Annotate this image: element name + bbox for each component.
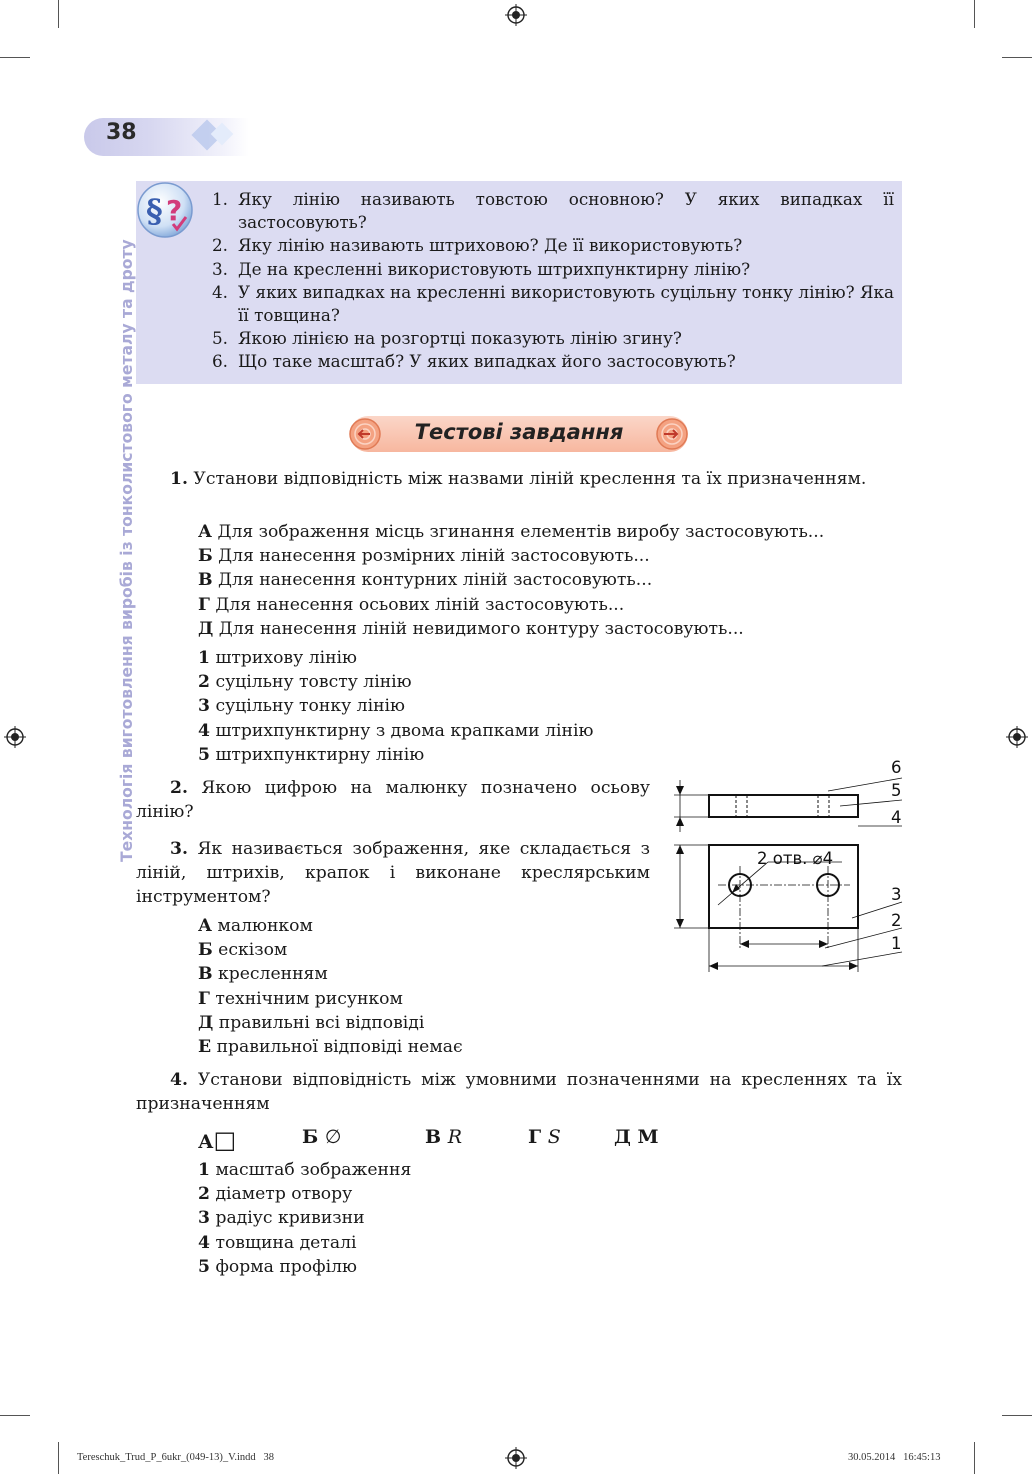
- task-4-text: [136, 1068, 902, 1116]
- answer-number: 4: [198, 1232, 210, 1253]
- item-number: 1.: [212, 189, 229, 209]
- list-item: [198, 544, 824, 568]
- arrowhead: [676, 817, 684, 826]
- list-item: [198, 694, 593, 718]
- item-text: Якою лінією на розгортці показують лінію згину?: [238, 328, 682, 349]
- registration-mark-icon: [505, 4, 527, 26]
- item-text: Яку лінію називають штриховою? Де її використовують?: [238, 235, 743, 256]
- answer-number: 1: [198, 648, 210, 668]
- svg-text:§: §: [146, 192, 163, 230]
- crop-mark: [0, 57, 30, 58]
- option-text: малюнком: [217, 916, 313, 936]
- list-item: [198, 1011, 463, 1035]
- option-letter: А: [198, 522, 212, 542]
- crop-mark: [1002, 57, 1032, 58]
- list-item: [212, 281, 894, 327]
- crop-mark: [974, 0, 975, 28]
- side-title: Технологія виготовлення виробів із тонколистового металу та дроту: [118, 239, 136, 862]
- answer-text: форма профілю: [215, 1256, 357, 1277]
- answer-number: 2: [198, 672, 210, 693]
- list-item: [198, 646, 593, 670]
- task-1-text: [136, 467, 902, 491]
- answer-text: масштаб зображення: [215, 1160, 412, 1180]
- item-number: 3.: [212, 258, 229, 279]
- tests-heading: Тестові завдання: [414, 420, 624, 444]
- crop-mark: [58, 0, 59, 28]
- task-question: Установи відповідність між назвами ліній креслення та їх призначенням.: [193, 469, 867, 489]
- list-item: [198, 987, 463, 1011]
- plate-side-view: [709, 795, 858, 817]
- callout-leader: [822, 952, 902, 966]
- arrowhead: [740, 940, 749, 948]
- option-text: ескізом: [218, 940, 288, 961]
- thickness-symbol: S: [547, 1126, 561, 1148]
- answer-number: 3: [198, 696, 210, 717]
- square-symbol: □: [213, 1126, 237, 1154]
- crop-mark: [974, 1442, 975, 1474]
- list-item: [198, 670, 593, 694]
- option-letter: Б: [198, 546, 213, 567]
- callout-label: 3: [891, 885, 902, 904]
- item-number: 4.: [212, 281, 229, 302]
- task-question: Якою цифрою на малюнку позначено осьову лінію?: [136, 778, 650, 823]
- list-item: [198, 1206, 411, 1230]
- list-item: [198, 1035, 463, 1059]
- arrowhead: [676, 919, 684, 928]
- registration-mark-icon: [505, 1447, 527, 1469]
- task-question: Як називається зображення, яке складається з ліній, штрихів, крапок і виконане креслярським інструментом?: [136, 839, 650, 908]
- svg-text:?: ?: [166, 194, 183, 227]
- task-4-answers: [198, 1158, 411, 1279]
- list-item: [198, 743, 593, 767]
- list-item: [198, 1255, 411, 1279]
- option-text: кресленням: [218, 964, 328, 985]
- item-number: 6.: [212, 351, 229, 372]
- radius-symbol: R: [447, 1126, 462, 1148]
- arrowhead: [709, 962, 718, 970]
- list-item: [198, 1231, 411, 1255]
- crop-mark: [0, 1415, 30, 1416]
- option-letter: Е: [198, 1037, 212, 1058]
- list-item: [198, 1182, 411, 1206]
- answer-number: 3: [198, 1208, 210, 1229]
- answer-text: штрихову лінію: [215, 648, 358, 668]
- option-text: Для нанесення контурних ліній застосовують...: [218, 570, 653, 591]
- arrowhead: [676, 845, 684, 854]
- answer-number: 4: [198, 720, 210, 741]
- crop-mark: [1002, 1415, 1032, 1416]
- section-question-icon: [136, 180, 196, 240]
- symbol-option: [614, 1126, 659, 1148]
- diameter-symbol: ∅: [324, 1126, 342, 1148]
- task-number: 4.: [170, 1070, 188, 1090]
- item-text: Що таке масштаб? У яких випадках його застосовують?: [238, 351, 736, 372]
- option-letter: В: [425, 1126, 442, 1148]
- option-letter: Б: [198, 940, 213, 961]
- option-text: Для нанесення ліній невидимого контуру застосовують...: [218, 618, 744, 639]
- answer-text: радіус кривизни: [215, 1208, 365, 1229]
- option-letter: Д: [198, 1012, 214, 1033]
- scale-symbol: М: [637, 1126, 659, 1148]
- task-1-answers: [198, 646, 593, 767]
- option-letter: Д: [198, 618, 214, 639]
- item-text: У яких випадках на кресленні використовують суцільну тонку лінію? Яка її товщина?: [238, 281, 894, 326]
- footer-file-info: Tereschuk_Trud_P_6ukr_(049-13)_V.indd 38: [77, 1452, 275, 1463]
- callout-label: 5: [891, 781, 902, 800]
- callout-leader: [840, 800, 902, 806]
- answer-text: штрихпунктирну лінію: [215, 744, 425, 765]
- list-item: [198, 568, 824, 592]
- answer-text: суцільну тонку лінію: [215, 696, 405, 717]
- item-text: Де на кресленні використовують штрихпунктирну лінію?: [238, 258, 751, 279]
- footer-datetime: 30.05.2014 16:45:13: [848, 1452, 941, 1463]
- list-item: [198, 719, 593, 743]
- option-letter: Г: [198, 594, 210, 615]
- option-letter: В: [198, 570, 213, 591]
- list-item: [198, 1158, 411, 1182]
- task-question: Установи відповідність між умовними позначеннями на кресленнях та їх призначенням: [136, 1070, 902, 1115]
- symbol-option: [198, 1126, 236, 1154]
- crop-mark: [58, 1442, 59, 1474]
- answer-text: товщина деталі: [215, 1232, 357, 1253]
- task-number: 3.: [170, 839, 188, 859]
- option-text: правильні всі відповіді: [218, 1012, 425, 1033]
- callout-label: 2: [891, 911, 902, 930]
- arrowhead: [849, 962, 858, 970]
- option-letter: Д: [614, 1126, 631, 1148]
- list-item: [198, 617, 824, 641]
- task-3-options: [198, 914, 463, 1059]
- option-letter: А: [198, 1131, 214, 1153]
- symbol-option: [425, 1126, 462, 1148]
- answer-text: суцільну товсту лінію: [215, 672, 412, 693]
- option-text: Для нанесення розмірних ліній застосовують...: [218, 546, 650, 567]
- list-item: [212, 234, 894, 257]
- option-text: технічним рисунком: [215, 988, 403, 1009]
- answer-text: діаметр отвору: [215, 1184, 353, 1205]
- page-number: 38: [106, 120, 137, 145]
- answer-number: 1: [198, 1160, 210, 1180]
- callout-label: 1: [891, 934, 902, 953]
- arrowhead: [676, 786, 684, 795]
- hole-note: 2 отв. ⌀4: [757, 849, 834, 868]
- list-item: [212, 350, 894, 373]
- answer-text: штрихпунктирну з двома крапками лінію: [215, 720, 594, 741]
- task-2-text: [136, 776, 650, 824]
- arrowhead: [819, 940, 828, 948]
- item-number: 5.: [212, 328, 229, 349]
- list-item: [212, 327, 894, 350]
- registration-mark-icon: [1006, 726, 1028, 748]
- registration-mark-icon: [4, 726, 26, 748]
- item-text: Яку лінію називають товстою основною? У яких випадках її застосовують?: [238, 189, 894, 233]
- option-letter: А: [198, 916, 212, 936]
- option-letter: Г: [528, 1126, 542, 1148]
- item-number: 2.: [212, 235, 229, 256]
- list-item: [212, 188, 894, 234]
- task-number: 2.: [170, 778, 188, 798]
- option-letter: В: [198, 964, 213, 985]
- list-item: [198, 520, 824, 544]
- option-text: правильної відповіді немає: [216, 1037, 463, 1058]
- list-item: [198, 938, 463, 962]
- option-letter: Г: [198, 988, 210, 1009]
- answer-number: 2: [198, 1184, 210, 1205]
- option-text: Для нанесення осьових ліній застосовують...: [215, 594, 625, 615]
- answer-number: 5: [198, 744, 210, 765]
- list-item: [212, 258, 894, 281]
- list-item: [198, 593, 824, 617]
- callout-label: 4: [891, 808, 902, 827]
- answer-number: 5: [198, 1256, 210, 1277]
- task-number: 1.: [170, 469, 188, 489]
- callout-label: 6: [891, 758, 902, 777]
- list-item: [198, 914, 463, 938]
- leader-line: [718, 862, 768, 905]
- list-item: [198, 962, 463, 986]
- review-questions-list: [212, 188, 894, 374]
- symbol-option: [302, 1126, 341, 1148]
- option-letter: Б: [302, 1126, 319, 1148]
- symbol-option: [528, 1126, 561, 1148]
- technical-drawing: [660, 752, 912, 982]
- task-3-text: [136, 837, 650, 910]
- task-1-options: [198, 520, 824, 641]
- option-text: Для зображення місць згинання елементів виробу застосовують...: [217, 522, 825, 542]
